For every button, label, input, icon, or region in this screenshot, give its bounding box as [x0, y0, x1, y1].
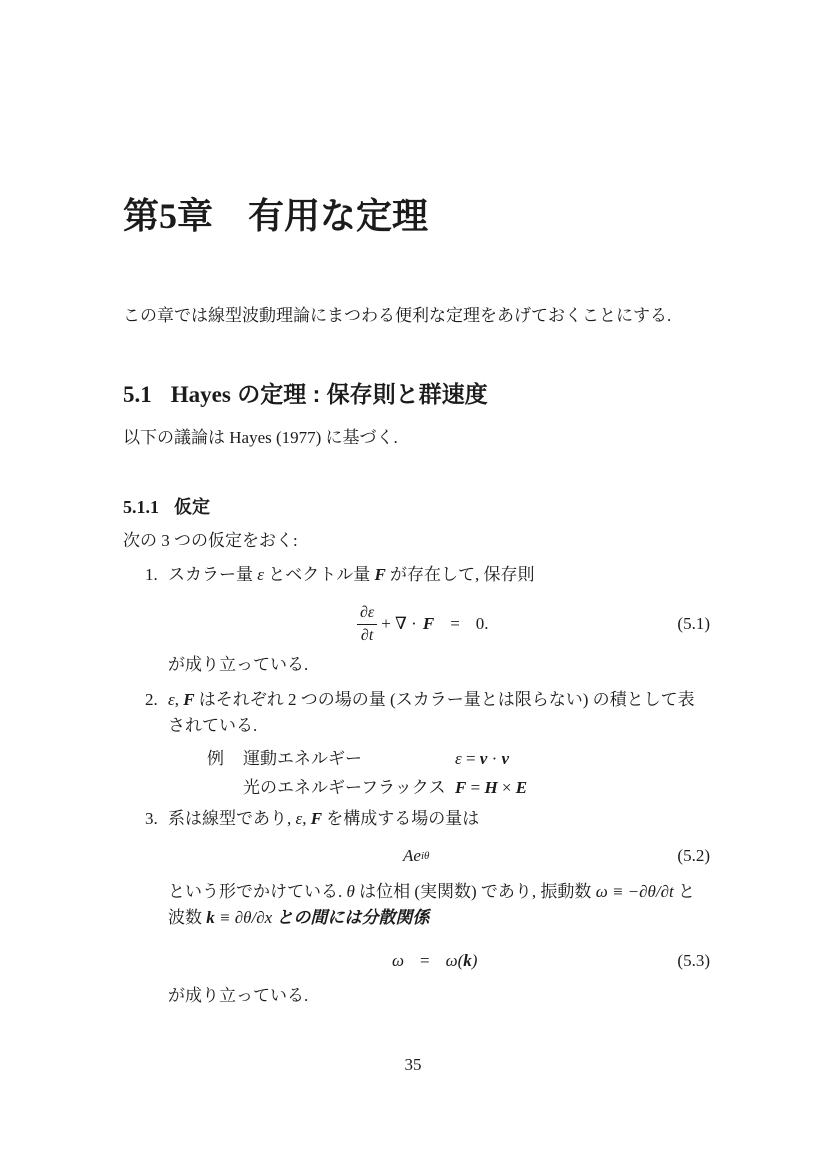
assumptions-lead: 次の 3 つの仮定をおく:: [123, 531, 298, 550]
section-number: 5.1: [123, 382, 152, 407]
page-number: 35: [404, 1055, 422, 1074]
amplitude-term: Ae: [403, 846, 421, 865]
text-segment: スカラー量: [168, 565, 258, 584]
wavenumber-k-symbol: k: [206, 908, 215, 927]
fraction-denominator: ∂t: [360, 627, 374, 644]
equation-number: (5.3): [677, 951, 710, 970]
equation-5-1: [123, 602, 710, 646]
cross-operator: ×: [497, 778, 516, 797]
fraction-numerator: ∂ε: [357, 603, 377, 625]
text-segment: を構成する場の量は: [322, 809, 480, 828]
section-title-jp: の定理 : 保存則と群速度: [230, 381, 488, 407]
example-label: 例: [207, 749, 224, 768]
vector-x-symbol: との間には分散関係: [272, 908, 430, 927]
vector-v-symbol: v: [501, 749, 510, 768]
item-3-closing: が成り立っている.: [168, 986, 309, 1005]
chapter-title: 有用な定理: [248, 195, 429, 236]
chapter-heading: [123, 194, 428, 238]
equals-sign: =: [450, 614, 460, 633]
chapter-prefix: 第: [123, 195, 160, 236]
text-segment: と波数: [168, 882, 695, 927]
rhs-zero: 0.: [475, 614, 489, 633]
dispersion-function: ω(: [445, 951, 464, 970]
text-segment: が存在して, 保存則: [385, 565, 535, 584]
text-segment: ,: [174, 690, 184, 709]
item-1-closing: が成り立っている.: [168, 655, 309, 674]
phase-exponent: iθ: [420, 850, 430, 862]
equals-sign: =: [466, 778, 485, 797]
fraction: [357, 603, 377, 645]
equation-5-2: [123, 843, 710, 869]
flux-vector: F: [422, 614, 435, 633]
equation-number: (5.2): [677, 846, 710, 865]
item-3-paragraph: [168, 879, 706, 931]
omega-definition: ω ≡ −∂θ/∂t: [595, 882, 674, 901]
vector-f-symbol: F: [455, 778, 467, 797]
example-formula-lightflux: [455, 773, 527, 802]
subsection-number: 5.1.1: [123, 497, 159, 517]
epsilon-symbol: ε: [168, 690, 175, 709]
text-segment: はそれぞれ 2 つの場の量 (スカラー量とは限らない) の積として表されている.: [168, 690, 695, 735]
vector-f-symbol: F: [183, 690, 195, 709]
equation-5-3: [123, 948, 710, 974]
epsilon-symbol: ε: [295, 809, 303, 828]
nabla-dot-term: + ∇ ·: [381, 614, 417, 633]
vector-v-symbol: v: [479, 749, 488, 768]
example-block: [207, 744, 527, 802]
item-3-number: 3.: [145, 809, 158, 828]
section-title: [171, 381, 488, 409]
item-1-number: 1.: [145, 565, 158, 584]
closing-paren: ): [471, 951, 478, 970]
subsection-heading: [123, 497, 210, 519]
item-1-text: [168, 562, 706, 588]
item-2-text: [168, 687, 706, 739]
example-empty-cell: [207, 773, 243, 802]
vector-f-symbol: F: [374, 565, 386, 584]
section-title-latin: Hayes: [170, 382, 231, 407]
dot-operator: ·: [487, 749, 502, 768]
chapter-suffix: 章: [177, 195, 214, 236]
item-3-text: [168, 806, 706, 832]
text-segment: ,: [302, 809, 311, 828]
epsilon-symbol: ε: [455, 749, 462, 768]
omega-symbol: ω: [392, 951, 405, 970]
theta-symbol: θ: [346, 882, 355, 901]
text-segment: という形でかけている.: [168, 882, 347, 901]
section-paragraph: 以下の議論は Hayes (1977) に基づく.: [123, 428, 398, 447]
example-name-kinetic: 運動エネルギー: [243, 749, 362, 768]
example-formula-kinetic: [455, 744, 527, 773]
chapter-digit: 5: [159, 196, 178, 236]
item-2-number: 2.: [145, 690, 158, 709]
chapter-number: [123, 194, 213, 238]
vector-e-symbol: E: [515, 778, 528, 797]
text-segment: は位相 (実関数) であり, 振動数: [354, 882, 596, 901]
epsilon-symbol: ε: [257, 565, 264, 584]
vector-h-symbol: H: [484, 778, 498, 797]
example-name-lightflux: 光のエネルギーフラックス: [243, 778, 446, 797]
vector-f-symbol: F: [310, 809, 323, 828]
k-definition: ≡ ∂θ/∂x: [214, 908, 273, 927]
wavenumber-k-symbol: k: [463, 951, 472, 970]
subsection-title: 仮定: [174, 497, 210, 517]
chapter-intro: この章では線型波動理論にまつわる便利な定理をあげておくことにする.: [123, 306, 672, 325]
equation-number: (5.1): [677, 614, 710, 633]
text-segment: とベクトル量: [263, 565, 375, 584]
section-heading: [123, 381, 488, 409]
equals-sign: =: [461, 749, 480, 768]
equals-sign: =: [420, 951, 430, 970]
text-segment: 系は線型であり,: [168, 809, 296, 828]
